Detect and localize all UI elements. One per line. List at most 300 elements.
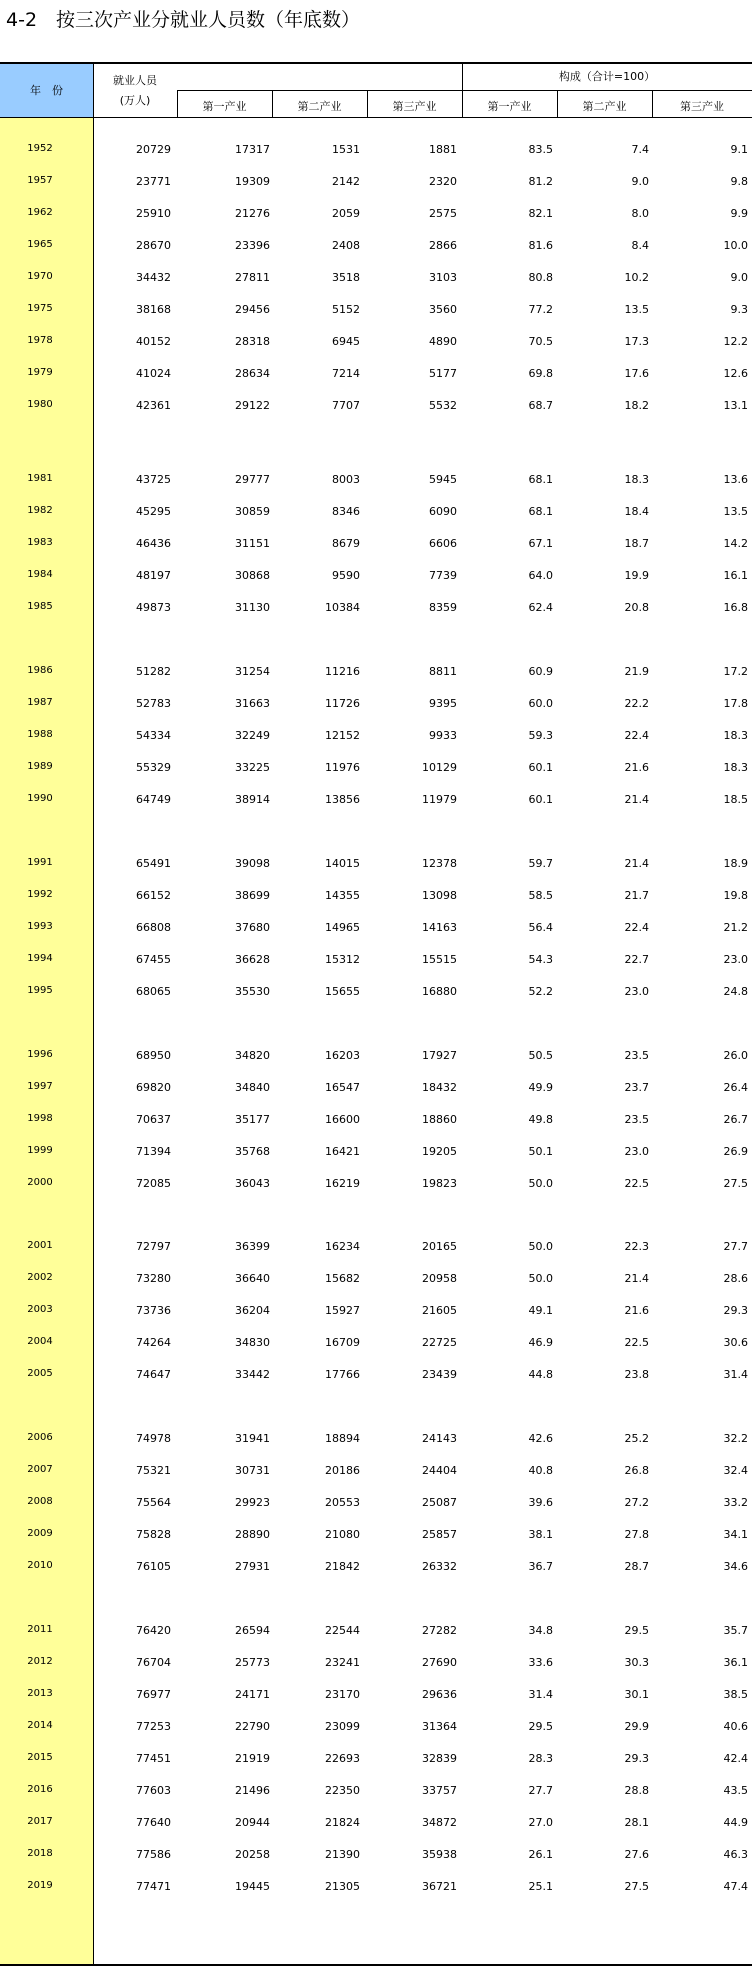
header-divider <box>367 90 368 118</box>
table-row <box>0 266 752 290</box>
total-employed-cell: 41024 <box>136 367 171 380</box>
table-row <box>0 1875 752 1899</box>
tertiary-cell: 20958 <box>422 1272 457 1285</box>
primary-share-cell: 31.4 <box>528 1688 553 1701</box>
header-divider <box>272 90 273 118</box>
tertiary-cell: 14163 <box>422 921 457 934</box>
tertiary-share-cell: 18.3 <box>723 729 748 742</box>
table-row <box>0 1619 752 1643</box>
secondary-share-cell: 22.7 <box>624 953 649 966</box>
secondary-cell: 20186 <box>325 1464 360 1477</box>
secondary-share-cell: 21.6 <box>624 761 649 774</box>
table-row <box>0 1715 752 1739</box>
total-employed-cell: 40152 <box>136 335 171 348</box>
primary-cell: 29122 <box>235 399 270 412</box>
table-row <box>0 724 752 748</box>
tertiary-share-cell: 36.1 <box>723 1656 748 1669</box>
year-cell: 1998 <box>27 1113 53 1124</box>
primary-cell: 34820 <box>235 1049 270 1062</box>
year-cell: 1982 <box>27 505 53 516</box>
tertiary-cell: 8811 <box>429 665 457 678</box>
total-employed-cell: 66808 <box>136 921 171 934</box>
tertiary-cell: 4890 <box>429 335 457 348</box>
year-cell: 2019 <box>27 1880 53 1891</box>
primary-share-cell: 67.1 <box>528 537 553 550</box>
table-row <box>0 1459 752 1483</box>
primary-share-cell: 59.3 <box>528 729 553 742</box>
table-row <box>0 1108 752 1132</box>
primary-cell: 25773 <box>235 1656 270 1669</box>
tertiary-cell: 5945 <box>429 473 457 486</box>
primary-share-cell: 82.1 <box>528 207 553 220</box>
secondary-cell: 7707 <box>332 399 360 412</box>
primary-share-cell: 60.9 <box>528 665 553 678</box>
year-cell: 1981 <box>27 473 53 484</box>
tertiary-cell: 18432 <box>422 1081 457 1094</box>
employed-header: 就业人员 <box>113 74 157 87</box>
tertiary-share-cell: 16.1 <box>723 569 748 582</box>
primary-cell: 35768 <box>235 1145 270 1158</box>
total-employed-cell: 77640 <box>136 1816 171 1829</box>
year-cell: 1990 <box>27 793 53 804</box>
secondary-cell: 10384 <box>325 601 360 614</box>
primary-share-cell: 69.8 <box>528 367 553 380</box>
primary-share-cell: 62.4 <box>528 601 553 614</box>
tertiary-share-cell: 14.2 <box>723 537 748 550</box>
table-row <box>0 394 752 418</box>
primary-share-cell: 59.7 <box>528 857 553 870</box>
secondary-cell: 12152 <box>325 729 360 742</box>
tertiary-cell: 19823 <box>422 1177 457 1190</box>
tertiary-cell: 2575 <box>429 207 457 220</box>
tertiary-share-cell: 23.0 <box>723 953 748 966</box>
year-header: 年 份 <box>30 84 63 97</box>
total-employed-cell: 68950 <box>136 1049 171 1062</box>
year-cell: 1962 <box>27 207 53 218</box>
secondary-cell: 2059 <box>332 207 360 220</box>
total-employed-cell: 72797 <box>136 1240 171 1253</box>
tertiary-cell: 9933 <box>429 729 457 742</box>
year-cell: 1984 <box>27 569 53 580</box>
table-row <box>0 1811 752 1835</box>
secondary-cell: 11726 <box>325 697 360 710</box>
table-row <box>0 468 752 492</box>
total-employed-cell: 67455 <box>136 953 171 966</box>
tertiary-share-cell: 31.4 <box>723 1368 748 1381</box>
tertiary-share-cell: 16.8 <box>723 601 748 614</box>
tertiary-share-cell: 10.0 <box>723 239 748 252</box>
year-cell: 1989 <box>27 761 53 772</box>
secondary-share-cell: 29.3 <box>624 1752 649 1765</box>
year-cell: 1952 <box>27 143 53 154</box>
year-cell: 1994 <box>27 953 53 964</box>
year-cell: 2011 <box>27 1624 53 1635</box>
secondary-cell: 16234 <box>325 1240 360 1253</box>
table-row <box>0 1555 752 1579</box>
secondary-share-cell: 19.9 <box>624 569 649 582</box>
primary-cell: 37680 <box>235 921 270 934</box>
primary-cell: 29777 <box>235 473 270 486</box>
total-employed-cell: 77586 <box>136 1848 171 1861</box>
tertiary-cell: 3103 <box>429 271 457 284</box>
primary-cell: 33442 <box>235 1368 270 1381</box>
year-cell: 1983 <box>27 537 53 548</box>
secondary-share-cell: 22.5 <box>624 1336 649 1349</box>
year-cell: 2017 <box>27 1816 53 1827</box>
secondary-cell: 16421 <box>325 1145 360 1158</box>
secondary-cell: 14965 <box>325 921 360 934</box>
secondary-share-cell: 8.4 <box>631 239 649 252</box>
header-divider <box>177 90 178 118</box>
secondary-share-cell: 17.3 <box>624 335 649 348</box>
secondary-cell: 23170 <box>325 1688 360 1701</box>
primary-share-cell: 50.0 <box>528 1177 553 1190</box>
tertiary-share-cell: 47.4 <box>723 1880 748 1893</box>
tertiary-share-cell: 12.2 <box>723 335 748 348</box>
header-divider <box>652 90 653 118</box>
table-row <box>0 500 752 524</box>
secondary-cell: 16203 <box>325 1049 360 1062</box>
year-cell: 1992 <box>27 889 53 900</box>
total-employed-cell: 49873 <box>136 601 171 614</box>
tertiary-share-cell: 34.6 <box>723 1560 748 1573</box>
tertiary-cell: 27690 <box>422 1656 457 1669</box>
primary-cell: 28890 <box>235 1528 270 1541</box>
secondary-cell: 8346 <box>332 505 360 518</box>
primary-cell: 21919 <box>235 1752 270 1765</box>
secondary-share-cell: 22.2 <box>624 697 649 710</box>
tertiary-share-cell: 26.7 <box>723 1113 748 1126</box>
secondary-share-cell: 18.2 <box>624 399 649 412</box>
year-cell: 2003 <box>27 1304 53 1315</box>
total-employed-cell: 75321 <box>136 1464 171 1477</box>
primary-share-cell: 46.9 <box>528 1336 553 1349</box>
tertiary-share-cell: 17.8 <box>723 697 748 710</box>
primary-cell: 36640 <box>235 1272 270 1285</box>
bottom-rule <box>0 1964 752 1966</box>
total-employed-cell: 65491 <box>136 857 171 870</box>
secondary-share-cell: 21.6 <box>624 1304 649 1317</box>
tertiary-share-cell: 43.5 <box>723 1784 748 1797</box>
total-employed-cell: 76420 <box>136 1624 171 1637</box>
tertiary-header: 第三产业 <box>392 100 437 113</box>
year-cell: 1987 <box>27 697 53 708</box>
tertiary-share-cell: 9.3 <box>730 303 748 316</box>
tertiary-share-cell: 26.4 <box>723 1081 748 1094</box>
primary-cell: 31941 <box>235 1432 270 1445</box>
total-employed-cell: 70637 <box>136 1113 171 1126</box>
secondary-share-cell: 23.5 <box>624 1113 649 1126</box>
tertiary-cell: 6606 <box>429 537 457 550</box>
tertiary-cell: 8359 <box>429 601 457 614</box>
year-cell: 2006 <box>27 1432 53 1443</box>
total-employed-cell: 77451 <box>136 1752 171 1765</box>
tertiary-share-cell: 44.9 <box>723 1816 748 1829</box>
primary-share-cell: 68.1 <box>528 473 553 486</box>
secondary-share-cell: 22.4 <box>624 921 649 934</box>
year-cell: 1986 <box>27 665 53 676</box>
total-employed-cell: 51282 <box>136 665 171 678</box>
primary-cell: 21276 <box>235 207 270 220</box>
total-employed-cell: 54334 <box>136 729 171 742</box>
secondary-cell: 5152 <box>332 303 360 316</box>
table-header <box>0 62 752 118</box>
year-cell: 2018 <box>27 1848 53 1859</box>
secondary-cell: 6945 <box>332 335 360 348</box>
year-cell: 1970 <box>27 271 53 282</box>
primary-share-cell: 83.5 <box>528 143 553 156</box>
primary-share-cell: 25.1 <box>528 1880 553 1893</box>
tertiary-share-cell: 30.6 <box>723 1336 748 1349</box>
total-employed-cell: 42361 <box>136 399 171 412</box>
tertiary-cell: 15515 <box>422 953 457 966</box>
primary-share-cell: 50.0 <box>528 1272 553 1285</box>
total-employed-cell: 75564 <box>136 1496 171 1509</box>
total-employed-cell: 76105 <box>136 1560 171 1573</box>
primary-header: 第一产业 <box>202 100 247 113</box>
primary-cell: 20944 <box>235 1816 270 1829</box>
year-cell: 1996 <box>27 1049 53 1060</box>
primary-share-cell: 70.5 <box>528 335 553 348</box>
primary-cell: 36628 <box>235 953 270 966</box>
year-cell: 1991 <box>27 857 53 868</box>
secondary-share-cell: 18.3 <box>624 473 649 486</box>
year-cell: 2012 <box>27 1656 53 1667</box>
year-cell: 2010 <box>27 1560 53 1571</box>
primary-cell: 19309 <box>235 175 270 188</box>
tertiary-share-cell: 21.2 <box>723 921 748 934</box>
tertiary-cell: 17927 <box>422 1049 457 1062</box>
secondary-cell: 15655 <box>325 985 360 998</box>
secondary-cell: 9590 <box>332 569 360 582</box>
primary-cell: 30859 <box>235 505 270 518</box>
year-cell: 2001 <box>27 1240 53 1251</box>
primary-cell: 33225 <box>235 761 270 774</box>
primary-cell: 35530 <box>235 985 270 998</box>
year-cell: 2000 <box>27 1177 53 1188</box>
total-employed-cell: 52783 <box>136 697 171 710</box>
header-divider <box>557 90 558 118</box>
primary-cell: 31130 <box>235 601 270 614</box>
year-cell: 1999 <box>27 1145 53 1156</box>
secondary-cell: 21824 <box>325 1816 360 1829</box>
secondary-share-cell: 23.7 <box>624 1081 649 1094</box>
secondary-share-cell: 17.6 <box>624 367 649 380</box>
secondary-cell: 7214 <box>332 367 360 380</box>
tertiary-share-cell: 27.5 <box>723 1177 748 1190</box>
secondary-share-cell: 21.4 <box>624 793 649 806</box>
tertiary-cell: 29636 <box>422 1688 457 1701</box>
primary-cell: 17317 <box>235 143 270 156</box>
tertiary-share-cell: 40.6 <box>723 1720 748 1733</box>
primary-cell: 36043 <box>235 1177 270 1190</box>
table-row <box>0 1172 752 1196</box>
tertiary-cell: 7739 <box>429 569 457 582</box>
total-employed-cell: 73280 <box>136 1272 171 1285</box>
year-cell: 1979 <box>27 367 53 378</box>
primary-share-cell: 54.3 <box>528 953 553 966</box>
secondary-share-cell: 20.8 <box>624 601 649 614</box>
tertiary-cell: 35938 <box>422 1848 457 1861</box>
tertiary-share-cell: 13.5 <box>723 505 748 518</box>
secondary-cell: 8679 <box>332 537 360 550</box>
secondary-cell: 16219 <box>325 1177 360 1190</box>
table-row <box>0 1779 752 1803</box>
table-row <box>0 1235 752 1259</box>
employed-unit-header: (万人) <box>119 94 151 107</box>
secondary-header: 第二产业 <box>297 100 342 113</box>
primary-cell: 34840 <box>235 1081 270 1094</box>
table-row <box>0 1651 752 1675</box>
primary-cell: 28634 <box>235 367 270 380</box>
year-cell: 1975 <box>27 303 53 314</box>
secondary-share-cell: 27.2 <box>624 1496 649 1509</box>
secondary-cell: 11216 <box>325 665 360 678</box>
secondary-share-cell: 29.5 <box>624 1624 649 1637</box>
table-row <box>0 298 752 322</box>
primary-share-cell: 27.0 <box>528 1816 553 1829</box>
primary-share-cell: 39.6 <box>528 1496 553 1509</box>
primary-cell: 31151 <box>235 537 270 550</box>
tertiary-cell: 23439 <box>422 1368 457 1381</box>
primary-share-cell: 68.1 <box>528 505 553 518</box>
table-row <box>0 1491 752 1515</box>
tertiary-share-cell: 27.7 <box>723 1240 748 1253</box>
table-row <box>0 1523 752 1547</box>
total-employed-cell: 76977 <box>136 1688 171 1701</box>
total-employed-cell: 25910 <box>136 207 171 220</box>
primary-share-cell: 40.8 <box>528 1464 553 1477</box>
tertiary-cell: 32839 <box>422 1752 457 1765</box>
secondary-cell: 15312 <box>325 953 360 966</box>
secondary-cell: 13856 <box>325 793 360 806</box>
total-employed-cell: 68065 <box>136 985 171 998</box>
tertiary-share-cell: 34.1 <box>723 1528 748 1541</box>
secondary-share-cell: 25.2 <box>624 1432 649 1445</box>
tertiary-cell: 24404 <box>422 1464 457 1477</box>
secondary-share-cell: 30.3 <box>624 1656 649 1669</box>
primary-share-cell: 60.1 <box>528 793 553 806</box>
primary-share-cell: 49.1 <box>528 1304 553 1317</box>
table-row <box>0 1267 752 1291</box>
primary-cell: 27811 <box>235 271 270 284</box>
tertiary-share-cell: 9.1 <box>730 143 748 156</box>
primary-cell: 29456 <box>235 303 270 316</box>
primary-cell: 31663 <box>235 697 270 710</box>
table-row <box>0 1747 752 1771</box>
total-employed-cell: 45295 <box>136 505 171 518</box>
secondary-cell: 21842 <box>325 1560 360 1573</box>
table-row <box>0 660 752 684</box>
secondary-cell: 17766 <box>325 1368 360 1381</box>
table-row <box>0 532 752 556</box>
table-row <box>0 980 752 1004</box>
tertiary-cell: 27282 <box>422 1624 457 1637</box>
primary-share-cell: 27.7 <box>528 1784 553 1797</box>
table-row <box>0 756 752 780</box>
table-row <box>0 1076 752 1100</box>
primary-share-cell: 34.8 <box>528 1624 553 1637</box>
table-row <box>0 1363 752 1387</box>
tertiary-cell: 24143 <box>422 1432 457 1445</box>
tertiary-cell: 2320 <box>429 175 457 188</box>
secondary-cell: 16547 <box>325 1081 360 1094</box>
tertiary-cell: 16880 <box>422 985 457 998</box>
secondary-share-cell: 23.8 <box>624 1368 649 1381</box>
table-row <box>0 916 752 940</box>
primary-share-cell: 77.2 <box>528 303 553 316</box>
table-row <box>0 948 752 972</box>
tertiary-share-cell: 26.9 <box>723 1145 748 1158</box>
year-cell: 2009 <box>27 1528 53 1539</box>
table-row <box>0 1843 752 1867</box>
year-cell: 1997 <box>27 1081 53 1092</box>
secondary-share-cell: 8.0 <box>631 207 649 220</box>
secondary-cell: 23099 <box>325 1720 360 1733</box>
total-employed-cell: 66152 <box>136 889 171 902</box>
tertiary-share-cell: 13.1 <box>723 399 748 412</box>
primary-share-cell: 56.4 <box>528 921 553 934</box>
tertiary-share-cell: 28.6 <box>723 1272 748 1285</box>
tertiary-cell: 5177 <box>429 367 457 380</box>
tertiary-share-cell: 38.5 <box>723 1688 748 1701</box>
secondary-cell: 1531 <box>332 143 360 156</box>
tertiary-cell: 2866 <box>429 239 457 252</box>
year-cell: 2015 <box>27 1752 53 1763</box>
secondary-share-cell: 23.0 <box>624 1145 649 1158</box>
total-employed-cell: 34432 <box>136 271 171 284</box>
primary-cell: 30868 <box>235 569 270 582</box>
tertiary-cell: 10129 <box>422 761 457 774</box>
table-row <box>0 1140 752 1164</box>
secondary-cell: 8003 <box>332 473 360 486</box>
secondary-cell: 22544 <box>325 1624 360 1637</box>
secondary-share-cell: 27.6 <box>624 1848 649 1861</box>
tertiary-share-cell: 13.6 <box>723 473 748 486</box>
tertiary-cell: 33757 <box>422 1784 457 1797</box>
secondary-cell: 16709 <box>325 1336 360 1349</box>
page-title: 4-2 按三次产业分就业人员数（年底数） <box>6 9 361 31</box>
secondary-cell: 23241 <box>325 1656 360 1669</box>
year-cell: 1957 <box>27 175 53 186</box>
primary-cell: 19445 <box>235 1880 270 1893</box>
table-row <box>0 1331 752 1355</box>
secondary-share-cell: 22.4 <box>624 729 649 742</box>
primary-cell: 31254 <box>235 665 270 678</box>
secondary-share-cell: 13.5 <box>624 303 649 316</box>
tertiary-cell: 5532 <box>429 399 457 412</box>
primary-share-cell: 49.8 <box>528 1113 553 1126</box>
secondary-cell: 3518 <box>332 271 360 284</box>
primary-share-cell: 52.2 <box>528 985 553 998</box>
secondary-share-cell: 23.5 <box>624 1049 649 1062</box>
secondary-cell: 15927 <box>325 1304 360 1317</box>
total-employed-cell: 48197 <box>136 569 171 582</box>
total-employed-cell: 74647 <box>136 1368 171 1381</box>
tertiary-cell: 1881 <box>429 143 457 156</box>
secondary-share-cell: 21.4 <box>624 1272 649 1285</box>
tertiary-cell: 26332 <box>422 1560 457 1573</box>
year-cell: 2008 <box>27 1496 53 1507</box>
year-cell: 2005 <box>27 1368 53 1379</box>
tertiary-cell: 25087 <box>422 1496 457 1509</box>
table-row <box>0 1299 752 1323</box>
year-cell: 2002 <box>27 1272 53 1283</box>
header-mid-rule <box>177 90 752 91</box>
primary-share-cell: 29.5 <box>528 1720 553 1733</box>
tertiary-cell: 6090 <box>429 505 457 518</box>
primary-share-cell: 64.0 <box>528 569 553 582</box>
